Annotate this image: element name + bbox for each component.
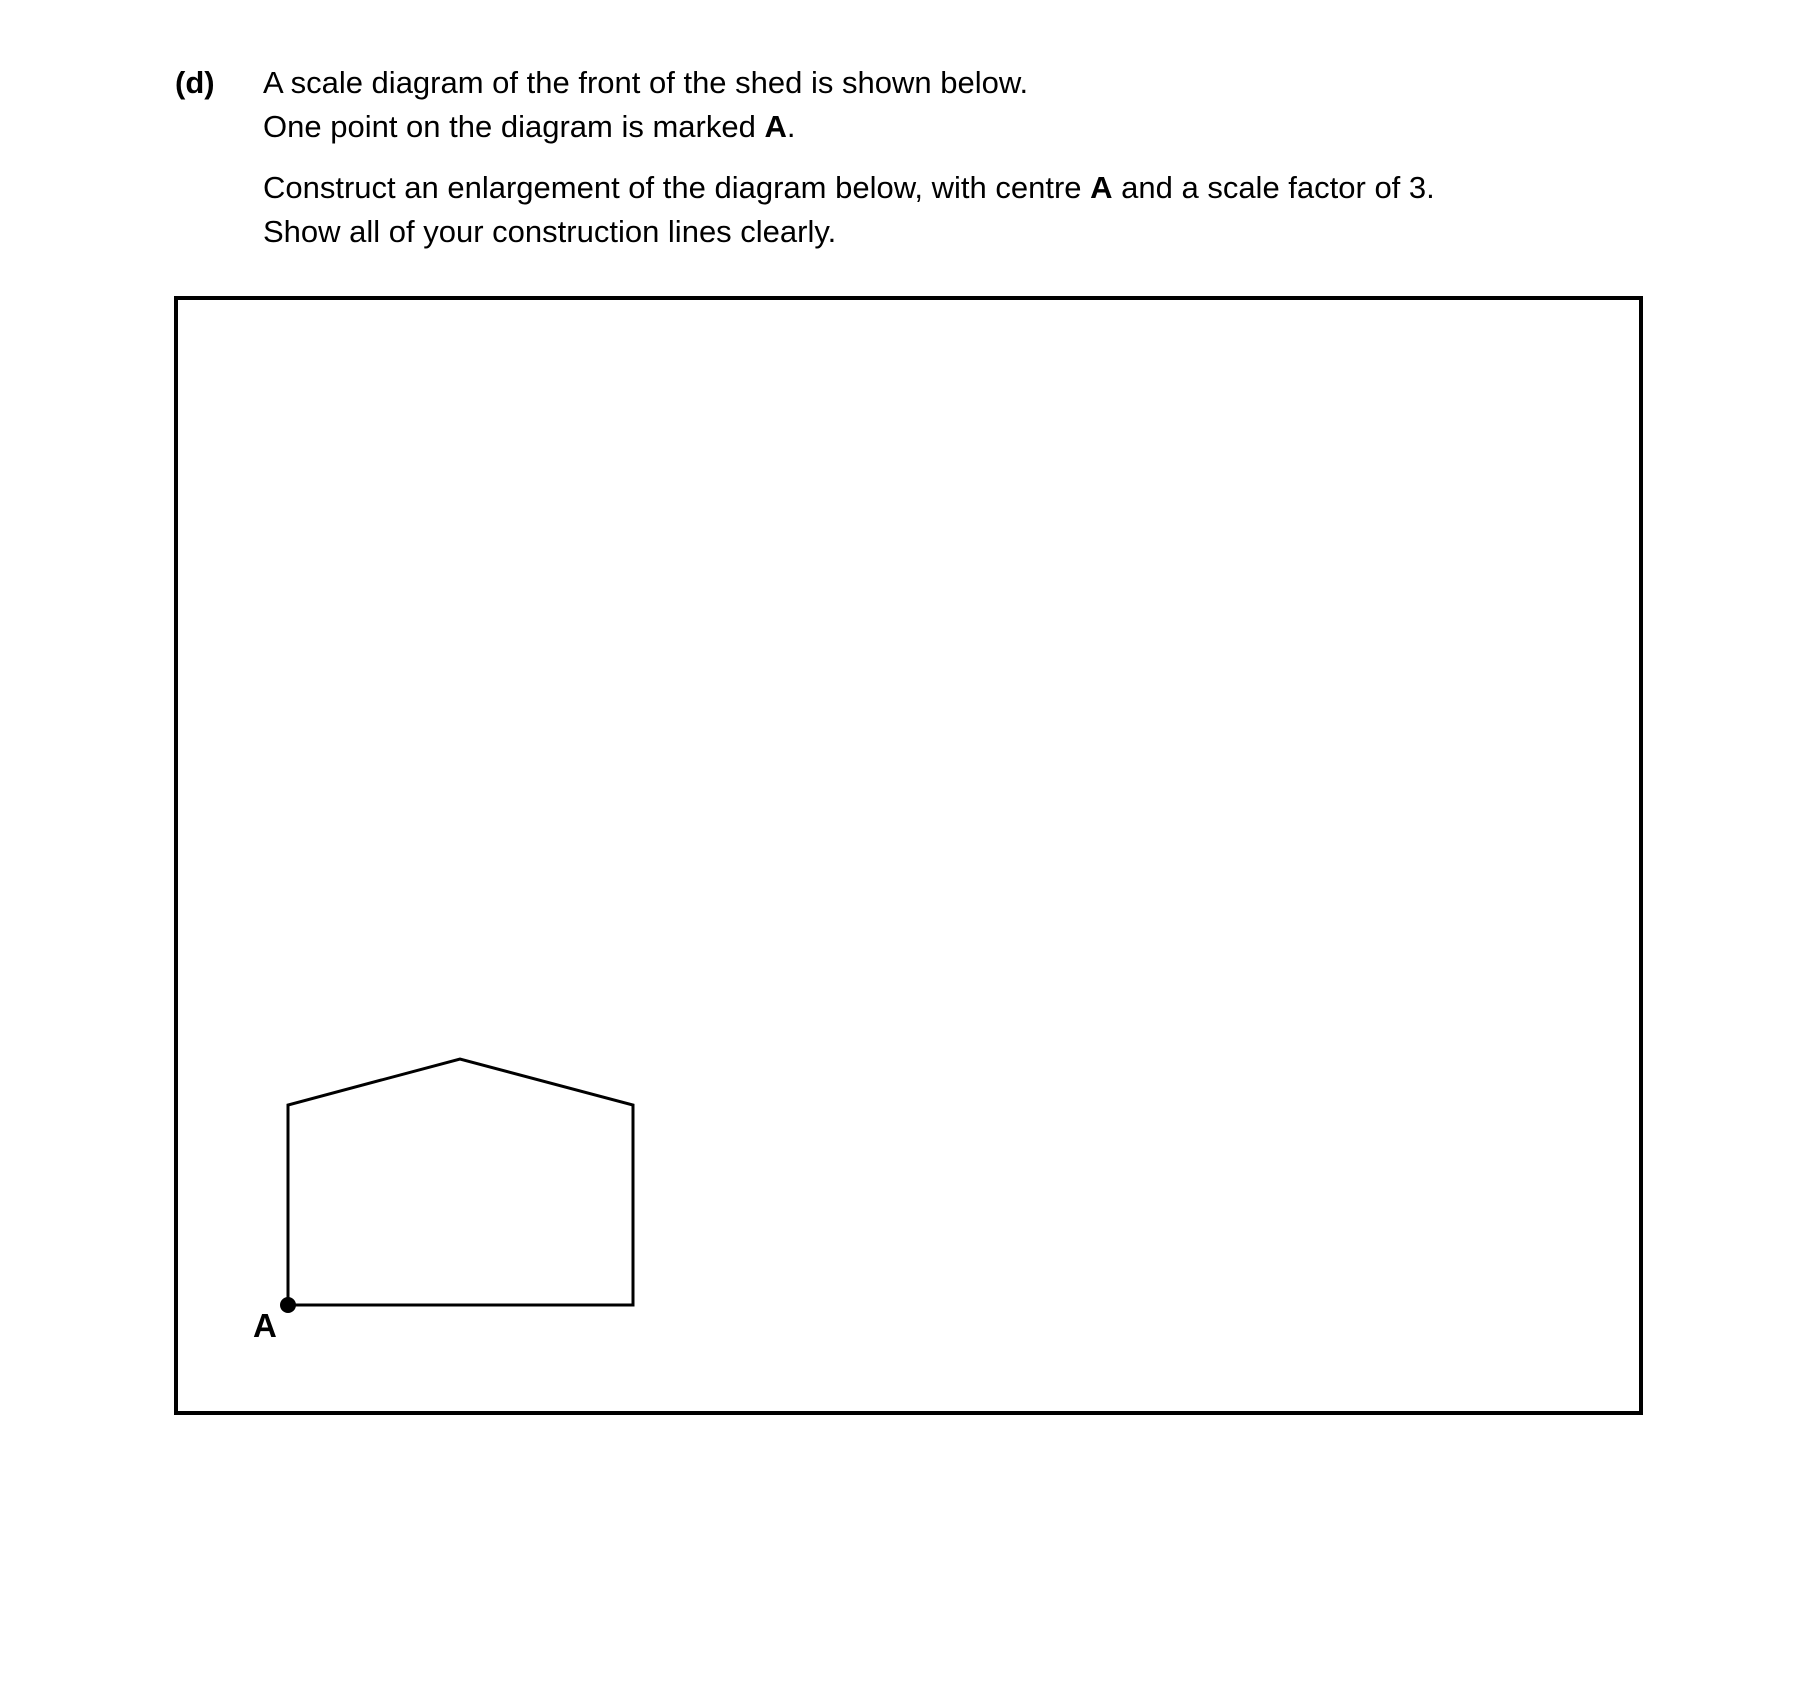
question-line-2-post: . — [786, 109, 796, 144]
answer-box[interactable] — [174, 296, 1643, 1415]
question-line-4: Show all of your construction lines clearly. — [263, 214, 837, 249]
question-text — [263, 61, 1435, 254]
point-a-reference: A — [764, 109, 787, 144]
question-line-2 — [263, 109, 795, 144]
question-part-label: (d) — [175, 65, 215, 100]
question-line-1: A scale diagram of the front of the shed is shown below. — [263, 65, 1029, 100]
question-line-3 — [263, 170, 1435, 205]
question-block — [175, 61, 1435, 254]
question-line-2-pre: One point on the diagram is marked — [263, 109, 765, 144]
question-paragraph-2 — [263, 166, 1435, 254]
point-a-label: A — [253, 1307, 277, 1344]
question-line-3-post: and a scale factor of 3. — [1112, 170, 1435, 205]
point-a-reference-2: A — [1090, 170, 1113, 205]
question-line-3-pre: Construct an enlargement of the diagram below, with centre — [263, 170, 1091, 205]
question-paragraph-1 — [263, 61, 1435, 149]
